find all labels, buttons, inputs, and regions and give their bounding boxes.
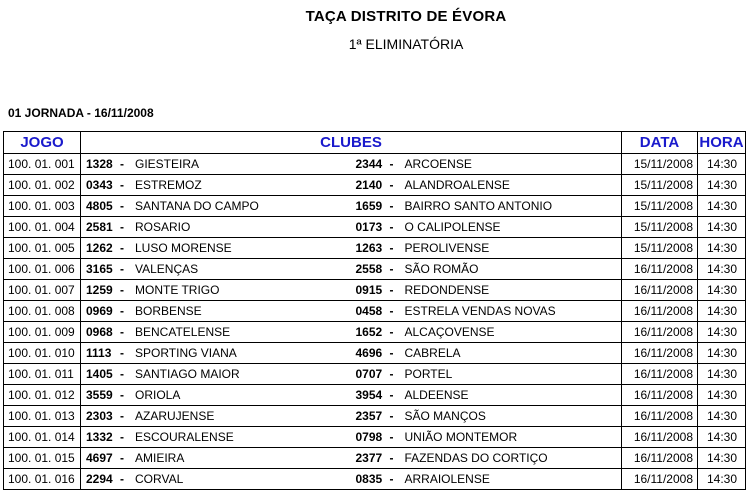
game-number: 100. 01. 009 <box>4 322 81 343</box>
home-team-code: 1113 <box>86 346 112 360</box>
separator: - <box>389 178 394 192</box>
table-header-row <box>4 132 746 154</box>
home-team-name: ORIOLA <box>135 388 181 402</box>
home-team-code: 0343 <box>86 178 113 192</box>
away-team-code: 0458 <box>355 304 383 318</box>
away-team-cell <box>351 385 622 406</box>
separator: - <box>389 367 394 381</box>
away-team-cell <box>351 217 622 238</box>
game-date: 15/11/2008 <box>622 196 698 217</box>
away-team-name: PEROLIVENSE <box>404 241 490 255</box>
home-team-code: 1262 <box>86 241 113 255</box>
game-time: 14:30 <box>698 448 746 469</box>
game-number: 100. 01. 011 <box>4 364 81 385</box>
home-team-name: SANTIAGO MAIOR <box>135 367 240 381</box>
away-team-cell <box>351 469 622 490</box>
home-team-name: ROSARIO <box>135 220 191 234</box>
column-header-clubes: CLUBES <box>81 132 622 154</box>
away-team-name: ALCAÇOVENSE <box>404 325 495 339</box>
away-team-code: 2377 <box>355 451 383 465</box>
home-team-cell <box>81 364 351 385</box>
away-team-code: 2140 <box>355 178 383 192</box>
away-team-name: REDONDENSE <box>404 283 490 297</box>
home-team-name: CORVAL <box>135 472 184 486</box>
separator: - <box>120 409 124 423</box>
table-row <box>4 385 746 406</box>
game-date: 15/11/2008 <box>622 238 698 259</box>
game-time: 14:30 <box>698 301 746 322</box>
separator: - <box>389 262 394 276</box>
game-time: 14:30 <box>698 469 746 490</box>
separator: - <box>389 430 394 444</box>
away-team-code: 1652 <box>355 325 383 339</box>
game-date: 16/11/2008 <box>622 427 698 448</box>
away-team-name: PORTEL <box>404 367 453 381</box>
away-team-code: 0707 <box>355 367 383 381</box>
game-number: 100. 01. 001 <box>4 154 81 175</box>
separator: - <box>389 325 394 339</box>
home-team-cell <box>81 427 351 448</box>
home-team-name: SANTANA DO CAMPO <box>135 199 259 213</box>
game-date: 16/11/2008 <box>622 385 698 406</box>
away-team-name: ARCOENSE <box>404 157 472 171</box>
jornada-heading: 01 JORNADA - 16/11/2008 <box>8 106 154 120</box>
separator: - <box>120 262 124 276</box>
fixtures-body <box>4 154 746 490</box>
game-date: 16/11/2008 <box>622 469 698 490</box>
game-date: 16/11/2008 <box>622 301 698 322</box>
separator: - <box>120 346 124 360</box>
away-team-cell <box>351 322 622 343</box>
away-team-name: ARRAIOLENSE <box>404 472 490 486</box>
game-number: 100. 01. 002 <box>4 175 81 196</box>
table-row <box>4 280 746 301</box>
game-number: 100. 01. 003 <box>4 196 81 217</box>
separator: - <box>389 409 394 423</box>
game-date: 16/11/2008 <box>622 343 698 364</box>
home-team-cell <box>81 385 351 406</box>
game-time: 14:30 <box>698 280 746 301</box>
away-team-cell <box>351 154 622 175</box>
home-team-cell <box>81 280 351 301</box>
home-team-name: BORBENSE <box>135 304 202 318</box>
separator: - <box>389 451 394 465</box>
game-date: 16/11/2008 <box>622 259 698 280</box>
home-team-code: 3559 <box>86 388 113 402</box>
away-team-name: FAZENDAS DO CORTIÇO <box>404 451 548 465</box>
away-team-cell <box>351 175 622 196</box>
game-number: 100. 01. 013 <box>4 406 81 427</box>
column-header-data: DATA <box>622 132 698 154</box>
home-team-name: MONTE TRIGO <box>135 283 220 297</box>
away-team-name: UNIÃO MONTEMOR <box>404 430 518 444</box>
game-time: 14:30 <box>698 322 746 343</box>
table-row <box>4 238 746 259</box>
table-row <box>4 301 746 322</box>
game-number: 100. 01. 005 <box>4 238 81 259</box>
home-team-name: GIESTEIRA <box>135 157 200 171</box>
away-team-code: 2558 <box>355 262 383 276</box>
home-team-cell <box>81 322 351 343</box>
page-title: TAÇA DISTRITO DE ÉVORA <box>305 8 507 25</box>
away-team-name: SÃO MANÇOS <box>404 409 486 423</box>
separator: - <box>120 325 124 339</box>
home-team-code: 1405 <box>86 367 113 381</box>
separator: - <box>120 220 124 234</box>
separator: - <box>120 472 124 486</box>
away-team-name: BAIRRO SANTO ANTONIO <box>404 199 553 213</box>
away-team-code: 0835 <box>355 472 383 486</box>
home-team-code: 2294 <box>86 472 113 486</box>
home-team-cell <box>81 196 351 217</box>
game-time: 14:30 <box>698 364 746 385</box>
game-number: 100. 01. 006 <box>4 259 81 280</box>
separator: - <box>389 388 394 402</box>
away-team-code: 1263 <box>355 241 383 255</box>
home-team-code: 1328 <box>86 157 113 171</box>
home-team-code: 4805 <box>86 199 113 213</box>
fixtures-table <box>3 131 746 490</box>
away-team-name: SÃO ROMÃO <box>404 262 479 276</box>
separator: - <box>389 157 394 171</box>
home-team-code: 4697 <box>86 451 113 465</box>
separator: - <box>389 346 394 360</box>
table-row <box>4 217 746 238</box>
home-team-name: SPORTING VIANA <box>135 346 237 360</box>
game-number: 100. 01. 014 <box>4 427 81 448</box>
away-team-cell <box>351 343 622 364</box>
table-row <box>4 322 746 343</box>
table-row <box>4 427 746 448</box>
separator: - <box>120 199 124 213</box>
away-team-code: 0173 <box>355 220 383 234</box>
table-row <box>4 154 746 175</box>
game-time: 14:30 <box>698 385 746 406</box>
game-time: 14:30 <box>698 196 746 217</box>
home-team-name: LUSO MORENSE <box>135 241 232 255</box>
away-team-code: 2344 <box>355 157 383 171</box>
game-time: 14:30 <box>698 427 746 448</box>
game-time: 14:30 <box>698 343 746 364</box>
away-team-code: 4696 <box>355 346 383 360</box>
home-team-name: AMIEIRA <box>135 451 185 465</box>
game-date: 16/11/2008 <box>622 448 698 469</box>
home-team-name: ESTREMOZ <box>135 178 202 192</box>
separator: - <box>389 220 394 234</box>
home-team-cell <box>81 343 351 364</box>
away-team-cell <box>351 280 622 301</box>
column-header-jogo: JOGO <box>4 132 81 154</box>
table-row <box>4 469 746 490</box>
separator: - <box>120 430 124 444</box>
game-date: 15/11/2008 <box>622 175 698 196</box>
away-team-name: CABRELA <box>404 346 461 360</box>
separator: - <box>389 304 394 318</box>
game-date: 16/11/2008 <box>622 322 698 343</box>
away-team-code: 3954 <box>355 388 383 402</box>
home-team-code: 1332 <box>86 430 113 444</box>
table-row <box>4 175 746 196</box>
separator: - <box>120 157 124 171</box>
away-team-cell <box>351 238 622 259</box>
home-team-code: 0968 <box>86 325 113 339</box>
separator: - <box>120 178 124 192</box>
table-row <box>4 196 746 217</box>
home-team-name: AZARUJENSE <box>135 409 215 423</box>
away-team-cell <box>351 448 622 469</box>
home-team-cell <box>81 448 351 469</box>
game-time: 14:30 <box>698 406 746 427</box>
game-number: 100. 01. 008 <box>4 301 81 322</box>
separator: - <box>389 472 394 486</box>
away-team-cell <box>351 406 622 427</box>
game-date: 15/11/2008 <box>622 154 698 175</box>
away-team-cell <box>351 427 622 448</box>
home-team-cell <box>81 154 351 175</box>
home-team-cell <box>81 469 351 490</box>
separator: - <box>389 241 394 255</box>
game-number: 100. 01. 007 <box>4 280 81 301</box>
separator: - <box>120 451 124 465</box>
away-team-cell <box>351 196 622 217</box>
game-number: 100. 01. 004 <box>4 217 81 238</box>
game-time: 14:30 <box>698 175 746 196</box>
column-header-hora: HORA <box>698 132 746 154</box>
home-team-code: 0969 <box>86 304 113 318</box>
home-team-name: VALENÇAS <box>135 262 199 276</box>
table-row <box>4 259 746 280</box>
home-team-cell <box>81 301 351 322</box>
game-date: 16/11/2008 <box>622 364 698 385</box>
table-row <box>4 406 746 427</box>
table-row <box>4 448 746 469</box>
game-date: 15/11/2008 <box>622 217 698 238</box>
game-time: 14:30 <box>698 154 746 175</box>
separator: - <box>120 241 124 255</box>
away-team-name: ESTRELA VENDAS NOVAS <box>404 304 556 318</box>
game-date: 16/11/2008 <box>622 406 698 427</box>
home-team-code: 2581 <box>86 220 113 234</box>
separator: - <box>120 367 124 381</box>
home-team-cell <box>81 259 351 280</box>
game-time: 14:30 <box>698 217 746 238</box>
game-number: 100. 01. 010 <box>4 343 81 364</box>
home-team-code: 2303 <box>86 409 113 423</box>
game-number: 100. 01. 015 <box>4 448 81 469</box>
table-row <box>4 364 746 385</box>
home-team-cell <box>81 175 351 196</box>
page-subtitle: 1ª ELIMINATÓRIA <box>348 36 464 52</box>
table-row <box>4 343 746 364</box>
away-team-name: O CALIPOLENSE <box>404 220 501 234</box>
game-time: 14:30 <box>698 259 746 280</box>
away-team-cell <box>351 259 622 280</box>
home-team-code: 3165 <box>86 262 113 276</box>
game-number: 100. 01. 012 <box>4 385 81 406</box>
away-team-name: ALANDROALENSE <box>404 178 510 192</box>
away-team-code: 1659 <box>355 199 383 213</box>
away-team-code: 0798 <box>355 430 383 444</box>
separator: - <box>389 283 394 297</box>
home-team-cell <box>81 217 351 238</box>
home-team-name: ESCOURALENSE <box>135 430 234 444</box>
home-team-name: BENCATELENSE <box>135 325 231 339</box>
game-time: 14:30 <box>698 238 746 259</box>
separator: - <box>120 283 124 297</box>
away-team-cell <box>351 364 622 385</box>
separator: - <box>389 199 394 213</box>
home-team-cell <box>81 406 351 427</box>
away-team-code: 0915 <box>355 283 383 297</box>
away-team-name: ALDEENSE <box>404 388 469 402</box>
separator: - <box>120 304 124 318</box>
separator: - <box>120 388 124 402</box>
game-number: 100. 01. 016 <box>4 469 81 490</box>
home-team-code: 1259 <box>86 283 113 297</box>
game-date: 16/11/2008 <box>622 280 698 301</box>
home-team-cell <box>81 238 351 259</box>
away-team-cell <box>351 301 622 322</box>
away-team-code: 2357 <box>355 409 383 423</box>
